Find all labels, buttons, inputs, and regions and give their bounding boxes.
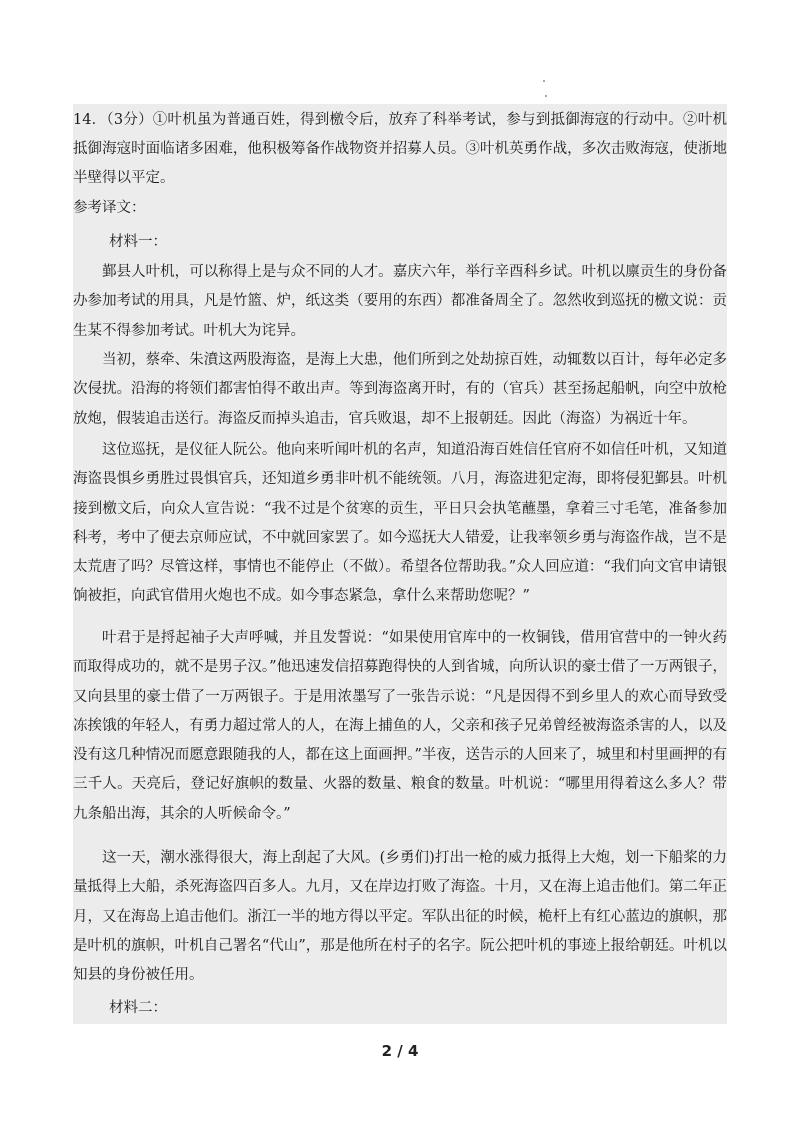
translation-heading: 参考译文： <box>73 200 146 216</box>
scan-speck <box>543 80 545 82</box>
translation-paragraph-5: 这一天，潮水涨得很大，海上刮起了大风。(乡勇们)打出一枪的威力抵得上大炮，划一下船桨的力量抵得上大船，杀死海盗四百多人。九月，又在岸边打败了海盗。十月，又在海上追击他们。第二年正月，又在海岛上追击他们。浙江一半的地方得以平定。军队出征的时候，桅杆上有红心蓝边的旗帜，那是叶机的旗帜，叶机自己署名“代山”，那是他所在村子的名字。阮公把叶机的事迹上报给朝廷。叶机以知县的身份被任用。 <box>73 850 727 984</box>
answer-content <box>73 104 727 1024</box>
material-1-label: 材料一： <box>109 234 167 250</box>
page-number: 2 / 4 <box>381 1042 419 1060</box>
question-14-answer: 14．（3分）①叶机虽为普通百姓，得到檄令后，放弃了科举考试，参与到抵御海寇的行动中。②叶机抵御海寇时面临诸多困难，他积极筹备作战物资并招募人员。③叶机英勇作战，多次击败海寇，使浙地半壁得以平定。 <box>73 112 727 186</box>
material-2-label: 材料二： <box>109 1000 167 1016</box>
scan-speck <box>545 95 547 97</box>
translation-paragraph-2: 当初，蔡牵、朱濆这两股海盗，是海上大患，他们所到之处劫掠百姓，动辄数以百计，每年必定多次侵扰。沿海的将领们都害怕得不敢出声。等到海盗离开时，有的（官兵）甚至扬起船帆，向空中放枪放炮，假装追击送行。海盗反而掉头追击，官兵败退，却不上报朝廷。因此（海盗）为祸近十年。 <box>73 352 727 427</box>
translation-paragraph-4: 叶君于是捋起袖子大声呼喊，并且发誓说：“如果使用官库中的一枚铜钱，借用官营中的一钟火药而取得成功的，就不是男子汉。”他迅速发信招募跑得快的人到省城，向所认识的豪士借了一万两银子，又向县里的豪士借了一万两银子。于是用浓墨写了一张告示说：“凡是因得不到乡里人的欢心而导致受冻挨饿的年轻人，有勇力超过常人的人，在海上捕鱼的人，父亲和孩子兄弟曾经被海盗杀害的人，以及没有这几种情况而愿意跟随我的人，都在这上面画押。”半夜，送告示的人回来了，城里和村里画押的有三千人。天亮后，登记好旗帜的数量、火器的数量、粮食的数量。叶机说：“哪里用得着这么多人？带九条船出海，其余的人听候命令。” <box>73 630 727 822</box>
translation-paragraph-1: 鄞县人叶机，可以称得上是与众不同的人才。嘉庆六年，举行辛酉科乡试。叶机以廪贡生的身份备办参加考试的用具，凡是竹篮、炉，纸这类（要用的东西）都准备周全了。忽然收到巡抚的檄文说：贡生某不得参加考试。叶机大为诧异。 <box>73 264 727 339</box>
translation-paragraph-3: 这位巡抚，是仪征人阮公。他向来听闻叶机的名声，知道沿海百姓信任官府不如信任叶机，又知道海盗畏惧乡勇胜过畏惧官兵，还知道乡勇非叶机不能统领。八月，海盗进犯定海，即将侵犯鄞县。叶机接到檄文后，向众人宣告说：“我不过是个贫寒的贡生，平日只会执笔蘸墨，拿着三寸毛笔，准备参加科考，考中了便去京师应试，不中就回家罢了。如今巡抚大人错爱，让我率领乡勇与海盗作战，岂不是太荒唐了吗？尽管这样，事情也不能停止（不做）。希望各位帮助我。”众人回应道：“我们向文官申请银饷被拒，向武官借用火炮也不成。如今事态紧急，拿什么来帮助您呢？” <box>73 442 727 605</box>
